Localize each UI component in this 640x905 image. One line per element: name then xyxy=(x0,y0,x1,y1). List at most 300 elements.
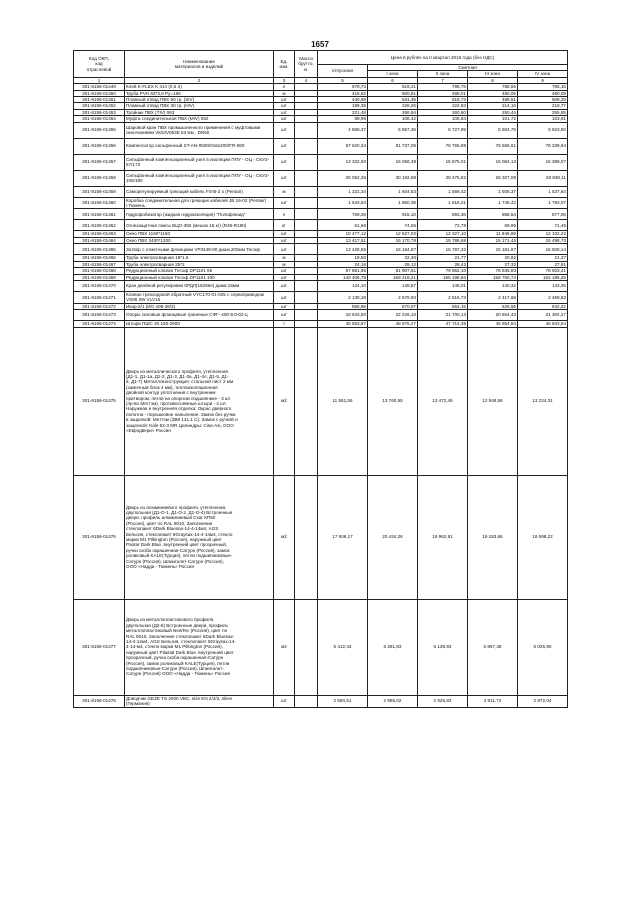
row-zone-3-price: 69,95 xyxy=(468,220,518,231)
row-code: 301-8156-01463 xyxy=(74,231,125,237)
row-unit: м xyxy=(274,186,295,197)
column-number: 8 xyxy=(468,77,518,83)
row-zone-1-price: 16 184,67 xyxy=(368,244,418,255)
row-unit: шт xyxy=(274,154,295,170)
row-code: 301-8156-01459 xyxy=(74,186,125,197)
row-zone-1-price: 13 760,55 xyxy=(368,327,418,475)
row-name-line: Дверь из алюминиевого профиля, утепленная, xyxy=(126,504,227,510)
row-mass xyxy=(295,280,318,291)
column-number: 2 xyxy=(125,77,274,83)
row-name-line: Доводчик GEZE TS 2000 VBC, size EN 2/4/2, silver xyxy=(126,695,233,701)
row-release-price: 67 620,34 xyxy=(318,138,368,154)
row-release-price: 140 406,78 xyxy=(318,274,368,280)
row-code: 301-8156-01465 xyxy=(74,244,125,255)
row-mass xyxy=(295,695,318,707)
row-zone-2-price: 796,75 xyxy=(418,84,468,90)
row-code: 301-8156-01451 xyxy=(74,97,125,103)
table-row xyxy=(74,170,568,186)
row-zone-2-price: 518,73 xyxy=(418,97,468,103)
table-row xyxy=(74,209,568,220)
row-release-price: 2 138,18 xyxy=(318,291,368,303)
row-name-line: двупольная (Д2-6) Встроенные двери, профиль xyxy=(126,622,228,628)
row-name-line: двери, профиль алюминиевый Схаг КП50 xyxy=(126,515,216,521)
row-zone-4-price: 642,22 xyxy=(518,303,568,309)
row-zone-1-price: 2 995,02 xyxy=(368,695,418,707)
row-mass xyxy=(295,197,318,209)
row-zone-3-price: 1 505,37 xyxy=(468,186,518,197)
row-name-line: наружный цвет Pilastal Dark Blue, внутренний цвет xyxy=(126,649,234,655)
row-release-price: 189,39 xyxy=(318,103,368,109)
row-zone-1-price: 22,30 xyxy=(368,255,418,261)
row-release-price: 415,62 xyxy=(318,90,368,96)
row-name-line: 14-4-14м4, AGS Бельгия, стеклопакет 8Graysax-14- xyxy=(126,638,236,644)
row-release-price: 221,48 xyxy=(318,109,368,115)
row-unit: кг xyxy=(274,220,295,231)
table-row xyxy=(74,310,568,321)
row-code: 301-8156-01466 xyxy=(74,255,125,261)
row-name-line: прозрачный, ручка скоба окрашенная-Сатурн xyxy=(126,655,224,661)
row-release-price: 11 561,55 xyxy=(318,327,368,475)
row-unit: шт xyxy=(274,116,295,122)
row-code: 301-8156-01458 xyxy=(74,170,125,186)
row-zone-2-price: 1 566,42 xyxy=(418,186,468,197)
row-release-price: 25 052,26 xyxy=(318,170,368,186)
row-name: Редукционный клапан Тесоф DP1101 65 xyxy=(125,268,274,274)
row-zone-3-price: 250,44 xyxy=(468,109,518,115)
row-unit: шт xyxy=(274,103,295,109)
row-zone-2-price: 105,84 xyxy=(418,116,468,122)
row-name: Тройник ПВХ (TIV) 063 xyxy=(125,109,274,115)
row-zone-2-price: 15 797,32 xyxy=(418,244,468,255)
row-unit: шт xyxy=(274,197,295,209)
row-name-line: подшипниковые-Сатурн (Россия), Шпингалет- xyxy=(126,665,224,671)
row-name-line: Дверь из металлопластикового профиля, xyxy=(126,617,215,623)
row-code: 301-8156-01456 xyxy=(74,138,125,154)
table-row xyxy=(74,475,568,599)
column-number: 6 xyxy=(368,77,418,83)
row-release-price: 555,98 xyxy=(318,303,368,309)
row-zone-1-price: 81 737,05 xyxy=(368,138,418,154)
row-name: Плавный отвод ПВХ 30 гр. (HIV) xyxy=(125,103,274,109)
header-release-price: отпускная xyxy=(318,65,368,78)
row-zone-1-price: 48 875,27 xyxy=(368,321,418,327)
row-release-price: 124,10 xyxy=(318,280,368,291)
row-zone-1-price: 531,35 xyxy=(368,97,418,103)
row-zone-1-price: 915,10 xyxy=(368,209,418,220)
row-zone-1-price: 1 860,39 xyxy=(368,197,418,209)
row-zone-2-price: 72,78 xyxy=(418,220,468,231)
row-code: 301-8156-01453 xyxy=(74,109,125,115)
row-name-line: ООО «Надда - Тюмень» Россия xyxy=(126,564,194,570)
row-zone-3-price: 2 811,72 xyxy=(468,695,518,707)
row-zone-4-price: 6 025,90 xyxy=(518,599,568,695)
row-zone-2-price: 5 727,99 xyxy=(418,122,468,138)
row-name-line: Дверь из металлического профиля, утепленная xyxy=(126,368,228,374)
row-zone-2-price: 489,01 xyxy=(418,90,468,96)
row-release-price: 679,73 xyxy=(318,84,368,90)
row-zone-3-price: 45 854,84 xyxy=(468,321,518,327)
row-zone-4-price: 27,91 xyxy=(518,261,568,267)
row-name: Муфта соединительная ПВХ (MIV) 062 xyxy=(125,116,274,122)
row-name: Компенсатор сильфонный ST-AN-0500/016x200/FR-060 xyxy=(125,138,274,154)
row-release-price: 40 553,87 xyxy=(318,321,368,327)
table-row xyxy=(74,122,568,138)
row-code: 301-8156-01473 xyxy=(74,310,125,321)
row-mass xyxy=(295,220,318,231)
row-code: 301-8156-01469 xyxy=(74,274,125,280)
row-unit: шт xyxy=(274,310,295,321)
row-name: Окно ПВХ 2400*1200 xyxy=(125,237,274,243)
row-name-line: 4-14-м4, стекло марки М1 Pilkington (Россия), xyxy=(126,644,223,650)
row-zone-2-price: 2 925,93 xyxy=(418,695,468,707)
row-zone-3-price: 140,32 xyxy=(468,280,518,291)
row-zone-2-price: 260,60 xyxy=(418,109,468,115)
row-zone-4-price: 480,09 xyxy=(518,90,568,96)
row-zone-2-price: 654,15 xyxy=(418,303,468,309)
row-name-line: Pantar Dark Blue, внутренний цвет прозрачный, xyxy=(126,542,228,548)
row-name-line: RAL 9010, Заполнение стеклопакет 6Dark Bluesax- xyxy=(126,633,235,639)
row-zone-3-price: 76 665,61 xyxy=(468,138,518,154)
header-zone-2: II зона xyxy=(418,71,468,77)
row-name: Шаровой кран ПВХ промышленного применения с муфтовыми окончаниями VKD/V063E 63 мм , DN50 xyxy=(125,122,274,138)
row-release-price: 13 322,60 xyxy=(318,154,368,170)
row-zone-3-price: 1 745,42 xyxy=(468,197,518,209)
row-name: Сильфонный компенсационный узел в изоляции ППУ - ОЦ - СКУ2-57/173 xyxy=(125,154,274,170)
table-row xyxy=(74,186,568,197)
row-code: 301-8156-01464 xyxy=(74,237,125,243)
row-mass xyxy=(295,244,318,255)
column-number: 7 xyxy=(418,77,468,83)
row-name: Штыри ПШС 40.150-2600 xyxy=(125,321,274,327)
row-name-line: Сатурн (Россия), Шпингалет-Сатурн (Россия), xyxy=(126,558,224,564)
row-zone-3-price: 788,56 xyxy=(468,84,518,90)
row-mass xyxy=(295,170,318,186)
row-zone-4-price: 877,06 xyxy=(518,209,568,220)
row-zone-4-price: 19 598,22 xyxy=(518,475,568,599)
row-zone-4-price: 103,91 xyxy=(518,116,568,122)
row-code: 301-8156-01461 xyxy=(74,209,125,220)
row-zone-4-price: 15 509,14 xyxy=(518,244,568,255)
row-unit: шт xyxy=(274,695,295,707)
row-zone-3-price: 28 327,09 xyxy=(468,170,518,186)
row-zone-1-price: 30 192,98 xyxy=(368,170,418,186)
row-mass xyxy=(295,122,318,138)
row-zone-1-price: 670,07 xyxy=(368,303,418,309)
row-zone-4-price: 143,35 xyxy=(518,280,568,291)
row-zone-4-price: 78 503,41 xyxy=(518,268,568,274)
row-name: Клапан трехходовой обратный VYC170-01-025 с сервоприводом VS06 3W VLV16 xyxy=(125,291,274,303)
row-code: 301-8156-01470 xyxy=(74,280,125,291)
row-zone-3-price: 158 760,74 xyxy=(468,274,518,280)
row-zone-1-price: 16 056,39 xyxy=(368,154,418,170)
row-zone-4-price: 2 872,04 xyxy=(518,695,568,707)
row-zone-1-price: 500,81 xyxy=(368,90,418,96)
row-zone-1-price: 16 170,78 xyxy=(368,237,418,243)
row-zone-3-price: 480,05 xyxy=(468,90,518,96)
row-zone-4-price: 1 537,84 xyxy=(518,186,568,197)
row-release-price: 18,50 xyxy=(318,255,368,261)
row-mass xyxy=(295,310,318,321)
row-zone-4-price: 12 102,22 xyxy=(518,231,568,237)
row-name xyxy=(125,599,274,695)
row-code: 301-8156-01455 xyxy=(74,122,125,138)
row-unit: шт xyxy=(274,109,295,115)
row-code: 301-8156-01475 xyxy=(74,327,125,475)
row-code: 301-8156-01452 xyxy=(74,103,125,109)
row-code: 301-8156-01477 xyxy=(74,599,125,695)
row-zone-3-price: 628,66 xyxy=(468,303,518,309)
header-code-okp: Код ОКП, код отраслевой xyxy=(74,51,125,78)
row-name-line: роликовый KALE(Турция), петли подшипниковые- xyxy=(126,553,233,559)
row-name-line: двойной контур уплотнения с внутренним xyxy=(126,390,216,396)
row-zone-2-price: 47 714,35 xyxy=(418,321,468,327)
row-release-price: 61,66 xyxy=(318,220,368,231)
row-unit: л xyxy=(274,84,295,90)
row-zone-3-price: 27,32 xyxy=(468,261,518,267)
row-zone-4-price: 218,77 xyxy=(518,103,568,109)
row-code: 301-8156-01472 xyxy=(74,303,125,309)
row-name: Гидрофобизатор (жидкая гидроизоляция) "Полифлюид" xyxy=(125,209,274,220)
table-row xyxy=(74,197,568,209)
row-zone-1-price: 266,94 xyxy=(368,109,418,115)
table-row xyxy=(74,280,568,291)
row-zone-3-price: 214,16 xyxy=(468,103,518,109)
row-zone-3-price: 20,92 xyxy=(468,255,518,261)
row-zone-4-price: 785,16 xyxy=(518,84,568,90)
row-release-price: 1 331,34 xyxy=(318,186,368,197)
row-zone-3-price: 20 654,43 xyxy=(468,310,518,321)
row-zone-3-price: 11 846,69 xyxy=(468,231,518,237)
row-code: 301-8156-01471 xyxy=(74,291,125,303)
row-release-price: 17 606,17 xyxy=(318,475,368,599)
row-unit: шт xyxy=(274,138,295,154)
column-number: 9 xyxy=(518,77,568,83)
row-code: 301-8156-01457 xyxy=(74,154,125,170)
header-name: Наименование материалов и изделий xyxy=(125,51,274,78)
row-name-line: 6, Д1-7) Металлоконструкция: стальной лист 2 мм xyxy=(126,379,234,385)
row-name: Коробка соединительная для греющих кабелей JB 16-02 (Pentair) г.Тюмень xyxy=(125,197,274,209)
row-zone-4-price: 21,37 xyxy=(518,255,568,261)
page-number: 1657 xyxy=(311,40,329,49)
row-zone-2-price: 19 962,91 xyxy=(418,475,468,599)
row-zone-3-price: 76 845,83 xyxy=(468,268,518,274)
row-zone-1-price: 12 627,02 xyxy=(368,231,418,237)
row-zone-4-price: 15 389,07 xyxy=(518,154,568,170)
row-release-price: 13 417,51 xyxy=(318,237,368,243)
price-table xyxy=(73,50,568,708)
row-unit: л xyxy=(274,209,295,220)
row-name-line: (Германия) xyxy=(126,701,150,707)
row-zone-3-price: 15 171,45 xyxy=(468,237,518,243)
row-name: Труба электросварная 18*1,6 xyxy=(125,255,274,261)
row-name: Клей K-FLEX K 414 (0,5 л) xyxy=(125,84,274,90)
row-name: Огнезащитная смесь ВЦО-350 (мешок 15 кг) (R45-R180) xyxy=(125,220,274,231)
row-release-price: 4 868,37 xyxy=(318,122,368,138)
row-code: 301-8156-01474 xyxy=(74,321,125,327)
row-zone-3-price: 101,72 xyxy=(468,116,518,122)
row-zone-1-price: 20 434,26 xyxy=(368,475,418,599)
row-code: 301-8156-01462 xyxy=(74,220,125,231)
row-zone-1-price: 819,21 xyxy=(368,84,418,90)
row-code: 301-8156-01468 xyxy=(74,268,125,274)
column-number: 5 xyxy=(318,77,368,83)
row-zone-3-price: 858,54 xyxy=(468,209,518,220)
row-name: Труба PVH 63*3,8 Ру=186 xyxy=(125,90,274,96)
row-name-line: полотна - порошковое напыление. Замок без ручки xyxy=(126,411,236,417)
row-zone-1-price: 108,42 xyxy=(368,116,418,122)
header-zone-3: III зона xyxy=(468,71,518,77)
row-mass xyxy=(295,599,318,695)
row-unit: м xyxy=(274,255,295,261)
row-zone-4-price: 5 623,50 xyxy=(518,122,568,138)
row-release-price: 89,96 xyxy=(318,116,368,122)
row-release-price: 67 861,66 xyxy=(318,268,368,274)
row-zone-2-price: 29 475,82 xyxy=(418,170,468,186)
row-zone-4-price: 78 339,94 xyxy=(518,138,568,154)
row-zone-2-price: 21 700,13 xyxy=(418,310,468,321)
row-unit: т xyxy=(274,321,295,327)
row-mass xyxy=(295,475,318,599)
row-zone-2-price: 2 515,73 xyxy=(418,291,468,303)
row-unit: шт xyxy=(274,291,295,303)
row-zone-1-price: 2 576,93 xyxy=(368,291,418,303)
row-name: Окно ПВХ 1160*1160 xyxy=(125,231,274,237)
table-row xyxy=(74,291,568,303)
header-price-group: Цена в рублях на II квартал 2016 года (без НДС) xyxy=(318,51,568,65)
row-release-price: 24,16 xyxy=(318,261,368,267)
row-zone-2-price: 79 765,99 xyxy=(418,138,468,154)
row-name xyxy=(125,327,274,475)
row-unit: шт xyxy=(274,122,295,138)
row-name: Кран двойной регулировки КРДЛ(16256е) диам.15мм xyxy=(125,280,274,291)
row-name: Саморегулируемый греющий кабель FS-B-2 x (Pentair) xyxy=(125,186,274,197)
row-zone-4-price: 15 498,70 xyxy=(518,237,568,243)
row-zone-3-price: 19 183,66 xyxy=(468,475,518,599)
row-unit: м2 xyxy=(274,475,295,599)
table-row xyxy=(74,244,568,255)
row-zone-1-price: 1 604,53 xyxy=(368,186,418,197)
row-zone-4-price: 28 938,11 xyxy=(518,170,568,186)
row-unit: шт xyxy=(274,97,295,103)
row-zone-2-price: 79 962,10 xyxy=(418,268,468,274)
row-zone-1-price: 74,55 xyxy=(368,220,418,231)
row-code: 301-8156-01450 xyxy=(74,90,125,96)
row-zone-2-price: 12 327,10 xyxy=(418,231,468,237)
row-release-price: 18 643,50 xyxy=(318,310,368,321)
row-name-line: (замочный блок 4 мм), теплоизоляционная xyxy=(126,384,218,390)
row-unit: шт xyxy=(274,280,295,291)
row-name-line: притвором, петли на опорном подшипнике - 3 шт xyxy=(126,395,231,401)
row-zone-4-price: 71,46 xyxy=(518,220,568,231)
row-unit: шт xyxy=(274,231,295,237)
row-unit: шт xyxy=(274,170,295,186)
row-name-line: в защелкой: Меттэм (ЗВ8 141.1 С). Замок с ручкой и xyxy=(126,417,238,423)
row-zone-1-price: 22 226,10 xyxy=(368,310,418,321)
row-zone-2-price: 893,36 xyxy=(418,209,468,220)
row-unit: шт xyxy=(274,244,295,255)
row-name-line: (Россия), замок роликовый KALE(Турция), петли xyxy=(126,660,230,666)
header-unit: Ед. изм. xyxy=(274,51,295,78)
row-code: 301-8156-01449 xyxy=(74,84,125,90)
row-zone-2-price: 6 139,93 xyxy=(418,599,468,695)
row-unit: м2 xyxy=(274,327,295,475)
header-mass: Масса брутто, кг xyxy=(295,51,318,78)
row-zone-2-price: 146,01 xyxy=(418,280,468,291)
row-mass xyxy=(295,186,318,197)
row-code: 301-8156-01478 xyxy=(74,695,125,707)
table-row xyxy=(74,220,568,231)
header-estimate-price: Сметная xyxy=(368,65,568,71)
header-zone-1: I зона xyxy=(368,71,418,77)
row-name-line: двупольная (Д1-О-1, Д1-О-2, Д1-О-4) Встроенные xyxy=(126,510,233,515)
row-zone-4-price: 2 469,83 xyxy=(518,291,568,303)
row-name-line: Бельгия, стеклопакет 8Graysax-14-4-14м4, стекло xyxy=(126,531,233,537)
table-header xyxy=(74,51,568,84)
row-unit: шт xyxy=(274,268,295,274)
row-zone-2-price: 222,83 xyxy=(418,103,468,109)
row-release-price: 2 580,51 xyxy=(318,695,368,707)
row-release-price: 1 543,64 xyxy=(318,197,368,209)
row-zone-4-price: 162 185,25 xyxy=(518,274,568,280)
row-zone-3-price: 15 064,13 xyxy=(468,154,518,170)
row-name-line: (пр-во Меттэм), противосъёмные штыри - 2 шт. xyxy=(126,401,227,407)
table-row xyxy=(74,695,568,707)
row-zone-1-price: 6 261,83 xyxy=(368,599,418,695)
row-code: 301-8156-01454 xyxy=(74,116,125,122)
row-zone-2-price: 165 198,84 xyxy=(418,274,468,280)
row-zone-3-price: 5 897,38 xyxy=(468,599,518,695)
row-name-line: (Д1-1, Д1-1а, Д1-2, Д1-3, Д1-3а, Д1-4л, Д1-5, Д1- xyxy=(126,374,229,379)
row-code: 301-8156-01467 xyxy=(74,261,125,267)
row-zone-3-price: 12 948,56 xyxy=(468,327,518,475)
row-zone-1-price: 29,12 xyxy=(368,261,418,267)
table-row xyxy=(74,154,568,170)
row-zone-4-price: 13 224,31 xyxy=(518,327,568,475)
row-mass xyxy=(295,154,318,170)
row-name xyxy=(125,475,274,599)
table-row xyxy=(74,599,568,695)
row-code: 301-8156-01476 xyxy=(74,475,125,599)
row-zone-4-price: 255,85 xyxy=(518,109,568,115)
row-zone-3-price: 498,51 xyxy=(468,97,518,103)
table-body xyxy=(74,84,568,707)
row-name-line: металлопластиковый NewTec (Россия), цвет по xyxy=(126,628,228,634)
row-name-line: защелкой: Kale 52-3 MR Цилиндры: Cisa-Asi, ООО xyxy=(126,422,234,428)
table-row xyxy=(74,138,568,154)
row-name: Опоры силовые фланцевые граненые СФГ- 400-9,0-02-ц xyxy=(125,310,274,321)
row-zone-2-price: 28,43 xyxy=(418,261,468,267)
row-zone-1-price: 149,57 xyxy=(368,280,418,291)
row-zone-1-price: 5 867,36 xyxy=(368,122,418,138)
row-zone-1-price: 81 907,61 xyxy=(368,268,418,274)
row-name: Икар-2/1 (ИО 409-28/3) xyxy=(125,303,274,309)
row-name: Труба электросварная 25*2 xyxy=(125,261,274,267)
table-row xyxy=(74,327,568,475)
row-unit: шт xyxy=(274,274,295,280)
row-release-price: 5 412,43 xyxy=(318,599,368,695)
row-zone-3-price: 15 181,67 xyxy=(468,244,518,255)
row-name: Редукционный клапан Тесоф DP1101 100 xyxy=(125,274,274,280)
row-unit: шт xyxy=(274,237,295,243)
row-name-line: «Евродвери» Россия xyxy=(126,428,171,434)
row-name-line: стеклопакет 6Dark Bluesax-14-4-14м4, AGS xyxy=(126,526,219,532)
row-mass xyxy=(295,291,318,303)
row-name: Сильфонный компенсационный узел в изоляции ППУ - ОЦ - СКУ2-108/180 xyxy=(125,170,274,186)
row-zone-3-price: 2 417,68 xyxy=(468,291,518,303)
row-name-line: марки М1 Pilkington (Россия), наружный цвет xyxy=(126,537,222,543)
row-zone-4-price: 1 783,07 xyxy=(518,197,568,209)
row-unit: м xyxy=(274,90,295,96)
